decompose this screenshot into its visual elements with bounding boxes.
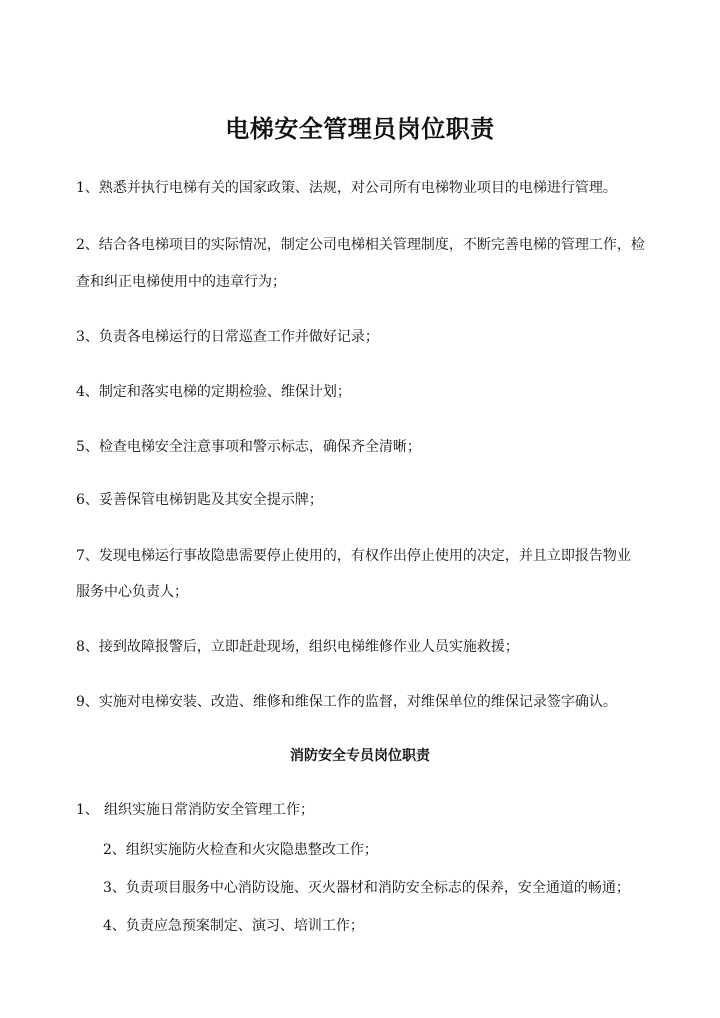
duty-line-3: 3、负责各电梯运行的日常巡查工作并做好记录；: [76, 329, 379, 345]
section2-item-3: 3、负责项目服务中心消防设施、灭火器材和消防安全标志的保养，安全通道的畅通；: [103, 880, 630, 896]
section2-title: 消防安全专员岗位职责: [290, 748, 430, 764]
section2-item-1-text: 组织实施日常消防安全管理工作；: [104, 802, 314, 818]
duty-line-9: 9、实施对电梯安装、改造、维修和维保工作的监督，对维保单位的维保记录签字确认。: [76, 694, 617, 710]
document-title: 电梯安全管理员岗位职责: [225, 115, 495, 143]
duty-line-7-continued: 服务中心负责人；: [76, 584, 188, 600]
duty-line-8: 8、接到故障报警后，立即赶赴现场，组织电梯维修作业人员实施救援；: [76, 639, 519, 655]
duty-line-1: 1、熟悉并执行电梯有关的国家政策、法规，对公司所有电梯物业项目的电梯进行管理。: [76, 180, 617, 196]
section2-item-2: 2、组织实施防火检查和火灾隐患整改工作；: [103, 842, 378, 858]
duty-line-2: 2、结合各电梯项目的实际情况，制定公司电梯相关管理制度，不断完善电梯的管理工作，检: [76, 237, 645, 253]
section2-item-1-number: 1、: [76, 802, 99, 818]
duty-line-7: 7、发现电梯运行事故隐患需要停止使用的，有权作出停止使用的决定，并且立即报告物业: [76, 548, 631, 564]
duty-line-5: 5、检查电梯安全注意事项和警示标志，确保齐全清晰；: [76, 439, 421, 455]
duty-line-2-continued: 查和纠正电梯使用中的违章行为；: [76, 274, 286, 290]
duty-line-6: 6、妥善保管电梯钥匙及其安全提示牌；: [76, 492, 323, 508]
duty-line-4: 4、制定和落实电梯的定期检验、维保计划；: [76, 384, 351, 400]
section2-item-4: 4、负责应急预案制定、演习、培训工作；: [103, 918, 364, 934]
